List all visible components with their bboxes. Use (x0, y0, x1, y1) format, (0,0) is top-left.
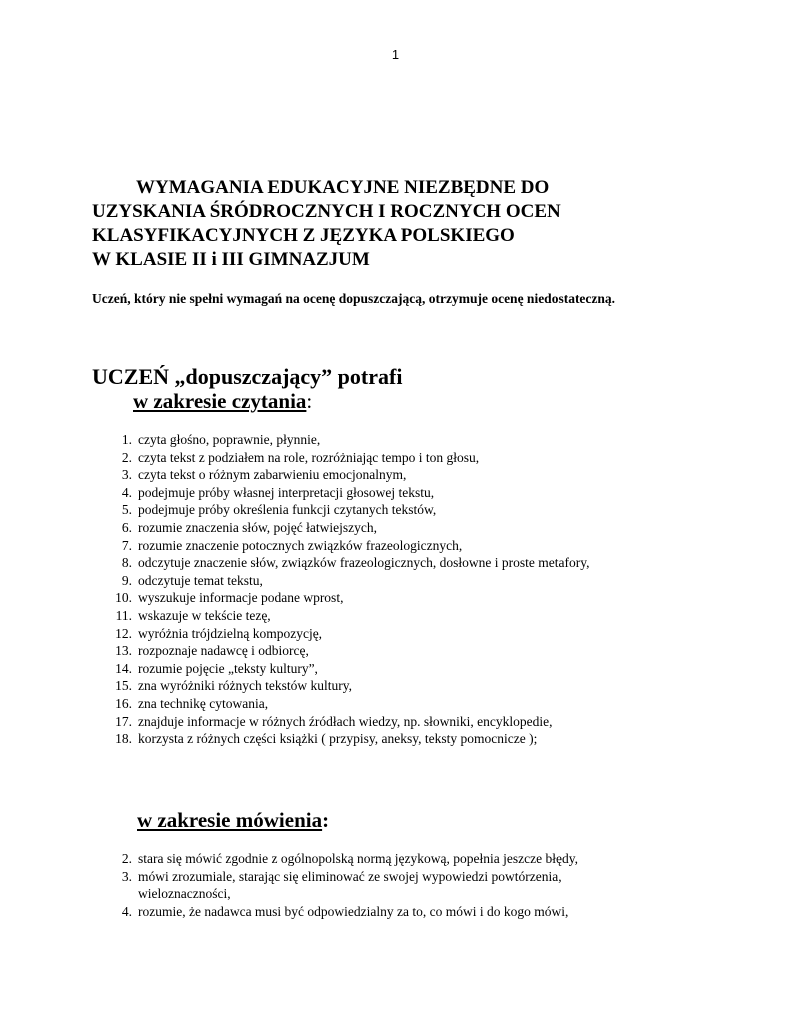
list-item-number: 11. (115, 607, 132, 623)
list-item (108, 554, 589, 572)
list-item-number: 1. (121, 432, 132, 447)
speaking-requirements-list (108, 850, 578, 920)
speaking-heading-colon: : (322, 808, 330, 832)
list-item (108, 625, 589, 643)
list-item (108, 537, 589, 555)
list-item (108, 695, 589, 713)
list-item-number: 14. (115, 660, 132, 676)
list-item-number: 17. (115, 713, 132, 729)
list-item-number: 5. (121, 502, 132, 518)
list-item-text: podejmuje próby określenia funkcji czytanych tekstów, (138, 502, 437, 518)
page-number: 1 (391, 47, 400, 62)
list-item-number: 12. (115, 625, 132, 641)
list-item-text: stara się mówić zgodnie z ogólnopolską normą językową, popełnia jeszcze błędy, (138, 851, 578, 866)
list-item-text: mówi zrozumiale, starając się eliminować ze swojej wypowiedzi powtórzenia, (138, 868, 562, 884)
list-item (108, 850, 578, 868)
list-item-number: 15. (115, 678, 132, 694)
list-item-text: czyta tekst z podziałem na role, rozróżniając tempo i ton głosu, (138, 449, 480, 465)
list-item-text: wskazuje w tekście tezę, (138, 607, 271, 623)
list-item-text: korzysta z różnych części książki ( przypisy, aneksy, teksty pomocnicze ); (138, 731, 538, 747)
list-item-number: 18. (115, 731, 132, 747)
list-item-text: znajduje informacje w różnych źródłach wiedzy, np. słowniki, encyklopedie, (138, 713, 553, 729)
grade-heading: UCZEŃ „dopuszczający” potrafi (92, 364, 403, 389)
list-item (108, 607, 589, 625)
list-item-text: zna wyróżniki różnych tekstów kultury, (138, 678, 352, 694)
list-item-text: wyróżnia trójdzielną kompozycję, (138, 625, 323, 641)
list-item-number: 10. (115, 590, 132, 606)
list-item-text: czyta tekst o różnym zabarwieniu emocjonalnym, (138, 467, 407, 483)
list-item-number: 4. (121, 903, 132, 919)
list-item (108, 713, 589, 731)
list-item (108, 660, 589, 678)
list-item-continuation: wieloznaczności, (138, 886, 231, 902)
list-item-number: 4. (121, 484, 132, 500)
list-item-number: 16. (115, 695, 132, 711)
list-item-text: rozpoznaje nadawcę i odbiorcę, (138, 643, 309, 659)
list-item-text: rozumie, że nadawca musi być odpowiedzialny za to, co mówi i do kogo mówi, (138, 903, 569, 919)
list-item-number: 3. (121, 868, 132, 884)
list-item-number: 7. (121, 537, 132, 553)
title-line-2: UZYSKANIA ŚRÓDROCZNYCH I ROCZNYCH OCEN (92, 201, 561, 222)
list-item (108, 449, 589, 467)
reading-heading-text: w zakresie czytania (133, 389, 307, 413)
list-item-number: 6. (121, 519, 132, 535)
list-item-text: rozumie pojęcie „teksty kultury”, (138, 660, 318, 676)
title-line-3: KLASYFIKACYJNYCH Z JĘZYKA POLSKIEGO (92, 225, 515, 246)
list-item (108, 484, 589, 502)
list-item-number: 13. (115, 643, 132, 659)
title-line-4: W KLASIE II i III GIMNAZJUM (92, 249, 370, 270)
list-item-text: czyta głośno, poprawnie, płynnie, (138, 432, 321, 447)
list-item-number: 2. (121, 851, 132, 866)
list-item-text: wyszukuje informacje podane wprost, (138, 590, 344, 606)
speaking-heading (137, 807, 329, 833)
list-item-text: rozumie znaczenia słów, pojęć łatwiejszych, (138, 519, 378, 535)
list-item-text: zna technikę cytowania, (138, 695, 269, 711)
title-line-1: WYMAGANIA EDUKACYJNE NIEZBĘDNE DO (136, 177, 550, 198)
list-item (108, 572, 589, 590)
reading-heading-colon: : (306, 389, 313, 413)
speaking-heading-text: w zakresie mówienia (137, 808, 323, 832)
list-item-number: 3. (121, 467, 132, 483)
list-item-number: 9. (121, 572, 132, 588)
reading-heading (133, 388, 312, 414)
document-title (92, 176, 732, 272)
list-item (108, 730, 589, 748)
list-item (108, 903, 578, 921)
list-item (108, 466, 589, 484)
list-item (108, 868, 578, 903)
list-item (108, 642, 589, 660)
list-item-number: 2. (121, 449, 132, 465)
list-item (108, 519, 589, 537)
list-item-text: podejmuje próby własnej interpretacji głosowej tekstu, (138, 484, 435, 500)
list-item-text: rozumie znaczenie potocznych związków frazeologicznych, (138, 537, 463, 553)
list-item-text: odczytuje temat tekstu, (138, 572, 263, 588)
intro-note: Uczeń, który nie spełni wymagań na ocenę dopuszczającą, otrzymuje ocenę niedostateczną. (92, 291, 616, 306)
list-item (108, 501, 589, 519)
list-item-text: odczytuje znaczenie słów, związków frazeologicznych, dosłowne i proste metafory, (138, 555, 590, 571)
list-item-number: 8. (121, 555, 132, 571)
list-item (108, 589, 589, 607)
reading-requirements-list (108, 431, 589, 748)
list-item (108, 677, 589, 695)
list-item (108, 431, 589, 449)
